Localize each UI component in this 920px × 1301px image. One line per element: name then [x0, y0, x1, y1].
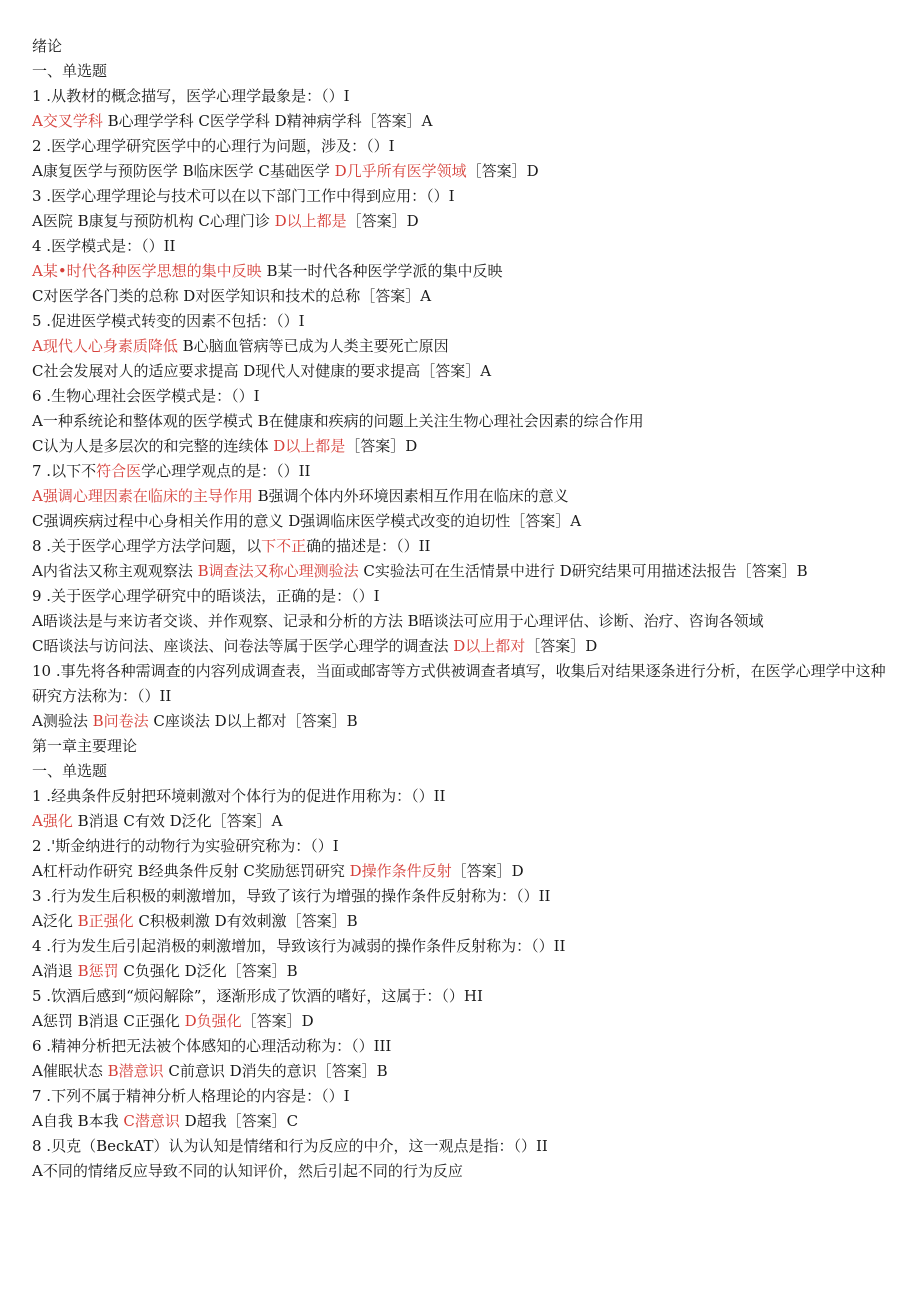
highlighted-answer-text: D以上都是 — [274, 212, 347, 230]
text-segment: 3 .医学心理学理论与技术可以在以下部门工作中得到应用：（）I — [32, 187, 455, 205]
text-line — [32, 659, 892, 709]
text-line — [32, 834, 892, 859]
text-segment: 6 .生物心理社会医学模式是：（）I — [32, 387, 260, 405]
text-line — [32, 509, 892, 534]
text-segment: C实验法可在生活情景中进行 D研究结果可用描述法报告［答案］B — [358, 562, 808, 580]
text-segment: ［答案］D — [525, 637, 598, 655]
text-segment: B心脑血管病等已成为人类主要死亡原因 — [177, 337, 449, 355]
highlighted-answer-text: A强化 — [32, 812, 73, 830]
document-body — [32, 34, 892, 1184]
text-segment: 5 .饮酒后感到“烦闷解除”，逐渐形成了饮酒的嗜好，这属于：（）HI — [32, 987, 483, 1005]
text-segment: 8 .贝克（BeckAT）认为认知是情绪和行为反应的中介，这一观点是指：（）II — [32, 1137, 548, 1155]
text-segment: 一、单选题 — [32, 62, 108, 80]
text-segment: 2 .医学心理学研究医学中的心理行为问题，涉及：（）I — [32, 137, 395, 155]
text-line — [32, 959, 892, 984]
text-segment: 9 .关于医学心理学研究中的晤谈法，正确的是：（）I — [32, 587, 380, 605]
text-line — [32, 384, 892, 409]
text-segment: 6 .精神分析把无法被个体感知的心理活动称为：（）III — [32, 1037, 392, 1055]
text-line — [32, 734, 892, 759]
highlighted-answer-text: 符合医 — [96, 462, 142, 480]
text-line — [32, 1034, 892, 1059]
text-line — [32, 709, 892, 734]
text-segment: 8 .关于医学心理学方法学问题，以 — [32, 537, 262, 555]
text-segment: C对医学各门类的总称 D对医学知识和技术的总称［答案］A — [32, 287, 432, 305]
text-segment: C积极刺激 D有效刺激［答案］B — [133, 912, 358, 930]
highlighted-answer-text: C潜意识 — [123, 1112, 180, 1130]
text-segment: 绪论 — [32, 37, 63, 55]
text-line — [32, 859, 892, 884]
text-line — [32, 184, 892, 209]
text-segment: 3 .行为发生后积极的刺激增加，导致了该行为增强的操作条件反射称为：（）II — [32, 887, 551, 905]
text-segment: ［答案］D — [346, 212, 419, 230]
highlighted-answer-text: D操作条件反射 — [349, 862, 452, 880]
text-segment: ［答案］D — [451, 862, 524, 880]
text-line — [32, 434, 892, 459]
highlighted-answer-text: 下不正 — [261, 537, 307, 555]
text-line — [32, 284, 892, 309]
text-line — [32, 934, 892, 959]
text-line — [32, 459, 892, 484]
text-segment: C座谈法 D以上都对［答案］B — [148, 712, 358, 730]
text-segment: A惩罚 B消退 C正强化 — [32, 1012, 185, 1030]
text-segment: 学心理学观点的是：（）II — [141, 462, 311, 480]
text-segment: 7 .以下不 — [32, 462, 97, 480]
text-line — [32, 1059, 892, 1084]
highlighted-answer-text: B正强化 — [77, 912, 134, 930]
text-line — [32, 359, 892, 384]
text-segment: B某一时代各种医学学派的集中反映 — [261, 262, 503, 280]
text-segment: 确的描述是：（）II — [306, 537, 431, 555]
highlighted-answer-text: A强调心理因素在临床的主导作用 — [32, 487, 253, 505]
text-line — [32, 259, 892, 284]
text-segment: A康复医学与预防医学 B临床医学 C基础医学 — [32, 162, 335, 180]
text-segment: A不同的情绪反应导致不同的认知评价，然后引起不同的行为反应 — [32, 1162, 463, 1180]
highlighted-answer-text: A某•时代各种医学思想的集中反映 — [32, 262, 262, 280]
text-line — [32, 759, 892, 784]
text-segment: 一、单选题 — [32, 762, 108, 780]
text-line — [32, 984, 892, 1009]
text-segment: A测验法 — [32, 712, 93, 730]
text-segment: A催眠状态 — [32, 1062, 108, 1080]
text-line — [32, 884, 892, 909]
highlighted-answer-text: B问卷法 — [92, 712, 149, 730]
text-segment: ［答案］D — [345, 437, 418, 455]
text-segment: 第一章主要理论 — [32, 737, 138, 755]
text-segment: 7 .下列不属于精神分析人格理论的内容是：（）I — [32, 1087, 350, 1105]
text-segment: D超我［答案］C — [179, 1112, 299, 1130]
text-line — [32, 1009, 892, 1034]
text-line — [32, 409, 892, 434]
text-segment: B强调个体内外环境因素相互作用在临床的意义 — [252, 487, 569, 505]
text-segment: C前意识 D消失的意识［答案］B — [163, 1062, 388, 1080]
text-line — [32, 109, 892, 134]
text-segment: C负强化 D泛化［答案］B — [118, 962, 298, 980]
highlighted-answer-text: D几乎所有医学领域 — [334, 162, 467, 180]
text-segment: 4 .医学模式是：（）II — [32, 237, 176, 255]
highlighted-answer-text: D负强化 — [184, 1012, 242, 1030]
text-segment: A杠杆动作研究 B经典条件反射 C奖励惩罚研究 — [32, 862, 350, 880]
text-segment: A一种系统论和整体观的医学模式 B在健康和疾病的问题上关注生物心理社会因素的综合作用 — [32, 412, 644, 430]
text-segment: C强调疾病过程中心身相关作用的意义 D强调临床医学模式改变的迫切性［答案］A — [32, 512, 582, 530]
highlighted-answer-text: A交叉学科 — [32, 112, 103, 130]
text-segment: A自我 B本我 — [32, 1112, 124, 1130]
text-line — [32, 784, 892, 809]
text-line — [32, 584, 892, 609]
text-segment: 10 .事先将各种需调查的内容列成调查表，当面或邮寄等方式供被调查者填写，收集后对结果逐条进行分析，在医学心理学中这种研究方法称为：（）II — [32, 662, 886, 705]
text-line — [32, 909, 892, 934]
text-segment: 4 .行为发生后引起消极的刺激增加，导致该行为减弱的操作条件反射称为：（）II — [32, 937, 566, 955]
text-segment: A消退 — [32, 962, 78, 980]
text-segment: 5 .促进医学模式转变的因素不包括：（）I — [32, 312, 305, 330]
highlighted-answer-text: D以上都是 — [273, 437, 346, 455]
highlighted-answer-text: A现代人心身素质降低 — [32, 337, 178, 355]
text-segment: ［答案］D — [241, 1012, 314, 1030]
text-line — [32, 634, 892, 659]
text-line — [32, 1084, 892, 1109]
text-line — [32, 534, 892, 559]
text-segment: A医院 B康复与预防机构 C心理门诊 — [32, 212, 275, 230]
text-segment: ［答案］D — [466, 162, 539, 180]
text-segment: B消退 C有效 D泛化［答案］A — [72, 812, 283, 830]
text-line — [32, 1159, 892, 1184]
highlighted-answer-text: B潜意识 — [107, 1062, 164, 1080]
text-segment: C认为人是多层次的和完整的连续体 — [32, 437, 274, 455]
text-line — [32, 84, 892, 109]
text-segment: A晤谈法是与来访者交谈、并作观察、记录和分析的方法 B晤谈法可应用于心理评估、诊断、治疗、咨询各领域 — [32, 612, 764, 630]
text-line — [32, 59, 892, 84]
text-segment: C社会发展对人的适应要求提高 D现代人对健康的要求提高［答案］A — [32, 362, 492, 380]
text-line — [32, 1109, 892, 1134]
text-segment: 2 .'斯金纳进行的动物行为实验研究称为：（）I — [32, 837, 339, 855]
text-segment: 1 .经典条件反射把环境刺激对个体行为的促进作用称为：（）II — [32, 787, 446, 805]
text-line — [32, 134, 892, 159]
text-segment: 1 .从教材的概念描写，医学心理学最象是：（）I — [32, 87, 350, 105]
text-segment: A内省法又称主观观察法 — [32, 562, 198, 580]
text-line — [32, 809, 892, 834]
text-segment: C晤谈法与访问法、座谈法、问卷法等属于医学心理学的调查法 — [32, 637, 454, 655]
text-line — [32, 34, 892, 59]
text-line — [32, 234, 892, 259]
text-line — [32, 609, 892, 634]
text-line — [32, 159, 892, 184]
text-line — [32, 484, 892, 509]
text-line — [32, 1134, 892, 1159]
highlighted-answer-text: B惩罚 — [77, 962, 119, 980]
text-line — [32, 309, 892, 334]
text-line — [32, 209, 892, 234]
text-line — [32, 334, 892, 359]
highlighted-answer-text: B调查法又称心理测验法 — [197, 562, 359, 580]
highlighted-answer-text: D以上都对 — [453, 637, 526, 655]
text-segment: B心理学学科 C医学学科 D精神病学科［答案］A — [102, 112, 433, 130]
text-segment: A泛化 — [32, 912, 78, 930]
text-line — [32, 559, 892, 584]
